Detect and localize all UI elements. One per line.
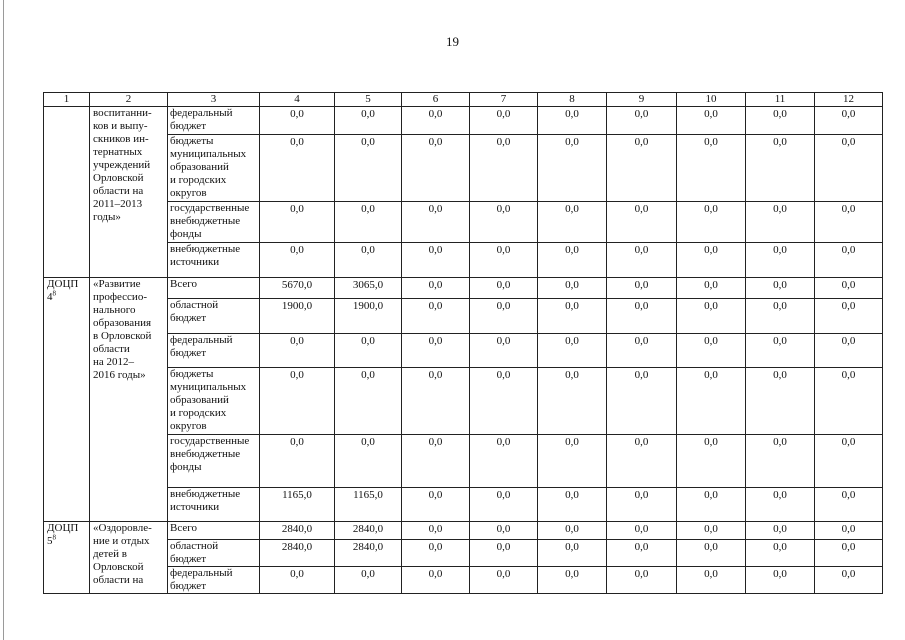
- amount-cell: 0,0: [538, 540, 607, 567]
- amount-cell: 2840,0: [335, 522, 402, 540]
- amount-cell: 0,0: [746, 299, 815, 334]
- table-row: [44, 202, 883, 243]
- amount-cell: 0,0: [538, 243, 607, 278]
- funding-source-line: внебюджетные: [170, 448, 241, 460]
- amount-cell: 0,0: [402, 243, 470, 278]
- funding-source-line: фонды: [170, 461, 202, 473]
- funding-source-line: бюджеты: [170, 368, 214, 380]
- amount-cell: 0,0: [470, 299, 538, 334]
- amount-cell: 0,0: [677, 488, 746, 522]
- column-number: 3: [168, 93, 260, 107]
- amount-cell: 0,0: [746, 567, 815, 594]
- amount-cell: 0,0: [538, 368, 607, 435]
- table-row: [44, 243, 883, 278]
- program-name-line: области на: [93, 574, 144, 586]
- page-number: 19: [446, 34, 459, 49]
- amount-cell: 0,0: [538, 135, 607, 202]
- amount-cell: 0,0: [470, 243, 538, 278]
- funding-source-cell: [168, 567, 260, 594]
- program-name-line: области: [93, 343, 130, 355]
- program-name-cell: [90, 278, 168, 522]
- funding-source-cell: [168, 540, 260, 567]
- amount-cell: 0,0: [335, 202, 402, 243]
- column-number: 4: [260, 93, 335, 107]
- amount-cell: 0,0: [260, 435, 335, 488]
- table-row: [44, 334, 883, 368]
- program-name-line: профессио-: [93, 291, 147, 303]
- amount-cell: 0,0: [538, 334, 607, 368]
- funding-source-cell: [168, 435, 260, 488]
- amount-cell: 0,0: [746, 435, 815, 488]
- amount-cell: 0,0: [607, 202, 677, 243]
- amount-cell: 0,0: [402, 202, 470, 243]
- amount-cell: 0,0: [677, 107, 746, 135]
- program-name-cell: [90, 522, 168, 594]
- amount-cell: 0,0: [815, 334, 883, 368]
- column-number: 10: [677, 93, 746, 107]
- amount-cell: 0,0: [335, 368, 402, 435]
- budget-table-body: [44, 93, 883, 594]
- funding-source-line: Всего: [170, 522, 197, 534]
- program-name-line: воспитанни-: [93, 107, 152, 119]
- funding-source-line: федеральный: [170, 567, 233, 579]
- funding-source-line: государственные: [170, 202, 250, 214]
- column-number: 11: [746, 93, 815, 107]
- table-row: [44, 278, 883, 299]
- amount-cell: 0,0: [470, 278, 538, 299]
- amount-cell: 0,0: [607, 368, 677, 435]
- amount-cell: 0,0: [746, 278, 815, 299]
- funding-source-line: муниципальных: [170, 148, 247, 160]
- amount-cell: 0,0: [470, 334, 538, 368]
- program-name-line: Орловской: [93, 172, 144, 184]
- amount-cell: 0,0: [746, 368, 815, 435]
- column-number: 2: [90, 93, 168, 107]
- amount-cell: 0,0: [402, 334, 470, 368]
- funding-source-cell: [168, 488, 260, 522]
- amount-cell: 0,0: [335, 435, 402, 488]
- amount-cell: 0,0: [335, 135, 402, 202]
- funding-source-line: федеральный: [170, 334, 233, 346]
- funding-source-cell: [168, 299, 260, 334]
- program-name-line: области на: [93, 185, 144, 197]
- amount-cell: 0,0: [815, 540, 883, 567]
- amount-cell: 2840,0: [260, 522, 335, 540]
- funding-source-line: областной: [170, 540, 219, 552]
- amount-cell: 5670,0: [260, 278, 335, 299]
- program-name-line: 2016 годы»: [93, 369, 146, 381]
- amount-cell: 0,0: [677, 567, 746, 594]
- funding-source-cell: [168, 368, 260, 435]
- amount-cell: 0,0: [402, 488, 470, 522]
- amount-cell: 0,0: [402, 540, 470, 567]
- amount-cell: 0,0: [815, 522, 883, 540]
- program-name-line: «Оздоровле-: [93, 522, 152, 534]
- amount-cell: 0,0: [746, 334, 815, 368]
- amount-cell: 0,0: [815, 107, 883, 135]
- amount-cell: 0,0: [746, 488, 815, 522]
- amount-cell: 2840,0: [260, 540, 335, 567]
- amount-cell: 0,0: [746, 135, 815, 202]
- amount-cell: 0,0: [260, 135, 335, 202]
- amount-cell: 0,0: [815, 299, 883, 334]
- amount-cell: 3065,0: [335, 278, 402, 299]
- amount-cell: 0,0: [746, 540, 815, 567]
- funding-source-line: муниципальных: [170, 381, 247, 393]
- funding-source-line: бюджет: [170, 312, 206, 324]
- amount-cell: 0,0: [607, 488, 677, 522]
- funding-source-line: областной: [170, 299, 219, 311]
- amount-cell: 0,0: [607, 107, 677, 135]
- funding-source-line: бюджет: [170, 347, 206, 359]
- funding-source-line: источники: [170, 501, 220, 513]
- table-row: [44, 107, 883, 135]
- amount-cell: 0,0: [335, 107, 402, 135]
- table-row: [44, 135, 883, 202]
- funding-source-cell: [168, 202, 260, 243]
- amount-cell: 0,0: [746, 243, 815, 278]
- funding-source-cell: [168, 334, 260, 368]
- amount-cell: 0,0: [815, 202, 883, 243]
- program-name-line: ков и выпу-: [93, 120, 148, 132]
- funding-source-cell: [168, 243, 260, 278]
- amount-cell: 0,0: [538, 435, 607, 488]
- column-number: 7: [470, 93, 538, 107]
- column-number-row: [44, 93, 883, 107]
- program-name-line: детей в: [93, 548, 127, 560]
- amount-cell: 0,0: [260, 243, 335, 278]
- program-code-cell: [44, 522, 90, 594]
- funding-source-line: источники: [170, 256, 220, 268]
- column-number: 8: [538, 93, 607, 107]
- amount-cell: 0,0: [260, 567, 335, 594]
- funding-source-line: и городских: [170, 407, 227, 419]
- amount-cell: 0,0: [677, 278, 746, 299]
- funding-source-cell: [168, 522, 260, 540]
- funding-source-cell: [168, 107, 260, 135]
- amount-cell: 0,0: [815, 488, 883, 522]
- amount-cell: 0,0: [746, 202, 815, 243]
- program-name-line: ние и отдых: [93, 535, 150, 547]
- funding-source-line: образований: [170, 394, 229, 406]
- column-number: 6: [402, 93, 470, 107]
- program-name-line: 2011–2013: [93, 198, 143, 210]
- footnote-marker: 8: [52, 533, 56, 542]
- amount-cell: 0,0: [470, 202, 538, 243]
- amount-cell: 0,0: [607, 299, 677, 334]
- amount-cell: 0,0: [677, 243, 746, 278]
- amount-cell: 0,0: [815, 243, 883, 278]
- column-number: 5: [335, 93, 402, 107]
- program-name-line: тернатных: [93, 146, 143, 158]
- table-row: [44, 567, 883, 594]
- funding-source-line: внебюджетные: [170, 488, 241, 500]
- amount-cell: 0,0: [260, 202, 335, 243]
- amount-cell: 0,0: [607, 540, 677, 567]
- program-name-line: «Развитие: [93, 278, 141, 290]
- column-number: 12: [815, 93, 883, 107]
- amount-cell: 0,0: [402, 368, 470, 435]
- amount-cell: 0,0: [538, 278, 607, 299]
- funding-source-line: государственные: [170, 435, 250, 447]
- amount-cell: 0,0: [335, 334, 402, 368]
- program-name-line: годы»: [93, 211, 121, 223]
- funding-source-line: округов: [170, 420, 207, 432]
- amount-cell: 0,0: [607, 243, 677, 278]
- amount-cell: 0,0: [538, 107, 607, 135]
- funding-source-cell: [168, 278, 260, 299]
- table-row: [44, 540, 883, 567]
- funding-source-line: бюджет: [170, 580, 206, 592]
- amount-cell: 1900,0: [260, 299, 335, 334]
- amount-cell: 0,0: [607, 522, 677, 540]
- funding-source-cell: [168, 135, 260, 202]
- amount-cell: 0,0: [815, 435, 883, 488]
- funding-source-line: бюджеты: [170, 135, 214, 147]
- amount-cell: 0,0: [815, 368, 883, 435]
- amount-cell: 0,0: [538, 567, 607, 594]
- amount-cell: 0,0: [470, 107, 538, 135]
- program-name-line: в Орловской: [93, 330, 152, 342]
- table-row: [44, 435, 883, 488]
- program-code: ДОЦП 5: [47, 522, 79, 547]
- program-name-line: учреждений: [93, 159, 151, 171]
- funding-source-line: округов: [170, 187, 207, 199]
- amount-cell: 0,0: [607, 567, 677, 594]
- funding-source-line: образований: [170, 161, 229, 173]
- amount-cell: 0,0: [402, 567, 470, 594]
- amount-cell: 1900,0: [335, 299, 402, 334]
- funding-source-line: внебюджетные: [170, 215, 241, 227]
- amount-cell: 0,0: [677, 540, 746, 567]
- amount-cell: 0,0: [607, 135, 677, 202]
- amount-cell: 0,0: [607, 334, 677, 368]
- program-name-line: скников ин-: [93, 133, 149, 145]
- amount-cell: 0,0: [607, 435, 677, 488]
- budget-table: [43, 92, 883, 594]
- amount-cell: 0,0: [538, 202, 607, 243]
- funding-source-line: и городских: [170, 174, 227, 186]
- amount-cell: 0,0: [402, 107, 470, 135]
- program-code-cell: [44, 278, 90, 522]
- amount-cell: 0,0: [470, 567, 538, 594]
- table-row: [44, 368, 883, 435]
- amount-cell: 0,0: [402, 135, 470, 202]
- amount-cell: 0,0: [538, 522, 607, 540]
- amount-cell: 0,0: [260, 107, 335, 135]
- amount-cell: 0,0: [677, 135, 746, 202]
- amount-cell: 0,0: [470, 135, 538, 202]
- program-name-line: Орловской: [93, 561, 144, 573]
- amount-cell: 0,0: [677, 368, 746, 435]
- funding-source-line: внебюджетные: [170, 243, 241, 255]
- amount-cell: 0,0: [607, 278, 677, 299]
- amount-cell: 0,0: [470, 488, 538, 522]
- amount-cell: 0,0: [677, 202, 746, 243]
- funding-source-line: федеральный: [170, 107, 233, 119]
- amount-cell: 0,0: [260, 368, 335, 435]
- program-code-cell: [44, 107, 90, 278]
- amount-cell: 0,0: [746, 107, 815, 135]
- amount-cell: 0,0: [538, 299, 607, 334]
- funding-source-line: бюджет: [170, 553, 206, 565]
- amount-cell: 1165,0: [335, 488, 402, 522]
- funding-source-line: фонды: [170, 228, 202, 240]
- amount-cell: 0,0: [470, 540, 538, 567]
- amount-cell: 0,0: [746, 522, 815, 540]
- amount-cell: 0,0: [470, 435, 538, 488]
- funding-source-line: Всего: [170, 278, 197, 290]
- amount-cell: 0,0: [402, 299, 470, 334]
- amount-cell: 0,0: [815, 567, 883, 594]
- scan-edge-line: [3, 0, 4, 640]
- amount-cell: 0,0: [815, 135, 883, 202]
- program-name-cell: [90, 107, 168, 278]
- amount-cell: 0,0: [815, 278, 883, 299]
- program-name-line: на 2012–: [93, 356, 135, 368]
- amount-cell: 0,0: [335, 243, 402, 278]
- amount-cell: 0,0: [677, 334, 746, 368]
- amount-cell: 0,0: [470, 522, 538, 540]
- amount-cell: 2840,0: [335, 540, 402, 567]
- column-number: 1: [44, 93, 90, 107]
- amount-cell: 0,0: [402, 278, 470, 299]
- table-row: [44, 522, 883, 540]
- amount-cell: 0,0: [677, 435, 746, 488]
- amount-cell: 0,0: [335, 567, 402, 594]
- table-row: [44, 488, 883, 522]
- amount-cell: 0,0: [260, 334, 335, 368]
- amount-cell: 0,0: [402, 435, 470, 488]
- footnote-marker: 8: [52, 289, 56, 298]
- amount-cell: 0,0: [470, 368, 538, 435]
- amount-cell: 0,0: [677, 299, 746, 334]
- column-number: 9: [607, 93, 677, 107]
- amount-cell: 1165,0: [260, 488, 335, 522]
- amount-cell: 0,0: [677, 522, 746, 540]
- program-name-line: образования: [93, 317, 152, 329]
- table-row: [44, 299, 883, 334]
- program-code: ДОЦП 4: [47, 278, 79, 303]
- funding-source-line: бюджет: [170, 120, 206, 132]
- amount-cell: 0,0: [402, 522, 470, 540]
- program-name-line: нального: [93, 304, 136, 316]
- amount-cell: 0,0: [538, 488, 607, 522]
